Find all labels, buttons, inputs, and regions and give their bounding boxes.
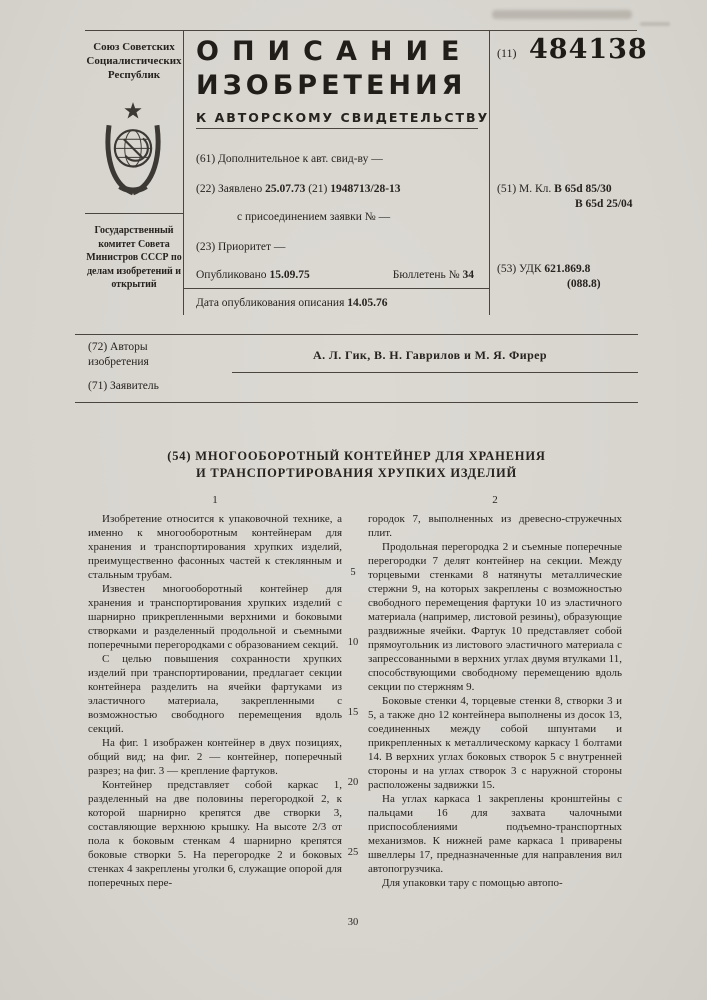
union-name: Союз Советских Социалистических Республик bbox=[86, 41, 182, 81]
bulletin-label: Бюллетень № bbox=[392, 269, 460, 281]
field-53-udk bbox=[497, 262, 637, 292]
bulletin-part bbox=[393, 268, 474, 282]
margin-line-number: 30 bbox=[347, 917, 359, 928]
published-part bbox=[196, 268, 310, 282]
paragraph: Контейнер представляет собой каркас 1, разделенный на две половины перегородкой 2, к которой шарнирно крепятся две створки 3, составляющие верхнюю крышку. На высоте 2/3 от пола к боковым стенкам 4 шарнирно крепятся боковые створки 5. На перегородке 2 и боковых стенках 4 закреплены уголки 6, служащие опорой для поперечных пере- bbox=[88, 779, 342, 889]
published-row-rule bbox=[183, 288, 489, 289]
pubdesc-label: Дата опубликования описания bbox=[196, 297, 345, 309]
field-published-row bbox=[196, 268, 484, 282]
class-value-1: В 65d 85/30 bbox=[554, 183, 612, 195]
paragraph: На углах каркаса 1 закреплены кронштейны с пальцами 16 для захвата чалочными приспособлениями подъемно-транспортных механизмов. К нижней раме каркаса 1 приварены швеллеры 17, предназначенные для направления вил автопогрузчика. bbox=[368, 793, 622, 875]
authors-label: (72) Авторы изобретения bbox=[88, 341, 149, 368]
paragraph: На фиг. 1 изображен контейнер в двух позициях, общий вид; на фиг. 2 — контейнер, поперечный разрез; на фиг. 3 — крепление фартуков. bbox=[88, 737, 342, 777]
body-column-1 bbox=[88, 512, 342, 890]
body-column-2 bbox=[368, 512, 622, 890]
field-publication-description-date bbox=[196, 296, 484, 310]
column-1-number: 1 bbox=[212, 494, 218, 506]
field-21-label: (21) bbox=[308, 183, 328, 195]
invention-title-line-1 bbox=[75, 448, 638, 465]
margin-line-number: 20 bbox=[347, 777, 359, 788]
class-value-2: В 65d 25/04 bbox=[575, 198, 633, 210]
emblem-divider-rule bbox=[85, 213, 183, 214]
column-2-number: 2 bbox=[492, 494, 498, 506]
field-51-class bbox=[497, 182, 637, 212]
applicant-label: (71) Заявитель bbox=[88, 380, 159, 392]
paragraph: Продольная перегородка 2 и съемные поперечные перегородки 7 делят контейнер на секции. Между торцевыми стенками 8 натянуты металлические стержни 9, на которых закреплены с возможностью свободного перемещения фартуки 10 из эластичного материала (например, листовой резины), образующие раздвижные ячейки. Фартук 10 представляет собой прямоугольник из листового эластичного материала с запрессованными в верхних углах двумя втулками 11, способствующими свободному перемещению вдоль секции по стержням 9. bbox=[368, 541, 622, 693]
authors-bottom-rule bbox=[75, 402, 638, 403]
field-23-priority: (23) Приоритет — bbox=[196, 241, 286, 253]
subtitle-underline bbox=[196, 128, 478, 129]
scan-artifact bbox=[640, 22, 670, 26]
paragraph: Для упаковки тару с помощью автопо- bbox=[382, 877, 563, 889]
doc-subheading: К АВТОРСКОМУ СВИДЕТЕЛЬСТВУ bbox=[196, 110, 490, 125]
doc-number-label: (11) bbox=[497, 46, 517, 60]
paragraph: Известен многооборотный контейнер для хранения и транспортирования хрупких изделий с шарнирно прикрепленными верхними и боковыми створками и разделенный продольной и съемными поперечными перегородками с образованием секций. bbox=[88, 583, 342, 651]
doc-heading-izobreteniya: ИЗОБРЕТЕНИЯ bbox=[196, 70, 467, 101]
scan-artifact bbox=[492, 10, 632, 19]
paragraph: Боковые стенки 4, торцевые стенки 8, створки 3 и 5, а также дно 12 контейнера выполнены из досок 13, соединенных между собой шпунтами и прикрепленных к металлическому каркасу 1 болтами 14. В верхних углах боковых створок 5 с внутренней стороны и на углах створок 3 с наружной стороны расположены задвижки 15. bbox=[368, 695, 622, 791]
udk-row-1 bbox=[497, 262, 637, 277]
udk-value-2: (088.8) bbox=[567, 278, 601, 290]
pubdesc-date: 14.05.76 bbox=[347, 297, 388, 309]
paragraph: городок 7, выполненных из древесно-стружечных плит. bbox=[368, 513, 622, 539]
margin-line-number: 15 bbox=[347, 707, 359, 718]
doc-number: 484138 bbox=[529, 34, 648, 65]
bulletin-number: 34 bbox=[462, 269, 474, 281]
title-number: (54) bbox=[167, 449, 192, 463]
udk-value-1: 621.869.8 bbox=[544, 263, 591, 275]
field-joined-application: с присоединением заявки № — bbox=[237, 211, 391, 223]
invention-title-line-2: И ТРАНСПОРТИРОВАНИЯ ХРУПКИХ ИЗДЕЛИЙ bbox=[195, 465, 518, 480]
ussr-emblem-icon bbox=[100, 92, 166, 208]
authors-top-rule bbox=[75, 334, 638, 335]
class-row-1 bbox=[497, 182, 637, 197]
authors-names: А. Л. Гик, В. Н. Гаврилов и М. Я. Фирер bbox=[313, 348, 547, 362]
class-label: (51) М. Кл. bbox=[497, 183, 552, 195]
committee-name: Государственный комитет Совета Министров СССР по делам изобретений и открытий bbox=[86, 225, 182, 290]
header-right-divider bbox=[489, 30, 490, 315]
field-22 bbox=[196, 182, 484, 196]
paragraph: Изобретение относится к упаковочной технике, а именно к многооборотным контейнерам для хранения и транспортирования хрупких изделий, преимущественно фасонных частей к стеклянным и стальным трубам. bbox=[88, 513, 342, 581]
field-61: (61) Дополнительное к авт. свид-ву — bbox=[196, 153, 383, 165]
margin-line-number: 25 bbox=[347, 847, 359, 858]
field-22-date: 25.07.73 bbox=[265, 183, 306, 195]
published-label: Опубликовано bbox=[196, 269, 267, 281]
published-date: 15.09.75 bbox=[269, 269, 310, 281]
margin-line-number: 10 bbox=[347, 637, 359, 648]
doc-heading-opisanie: ОПИСАНИЕ bbox=[196, 36, 473, 67]
field-22-label: (22) Заявлено bbox=[196, 183, 263, 195]
margin-line-number: 5 bbox=[350, 567, 356, 578]
title-text-1: МНОГООБОРОТНЫЙ КОНТЕЙНЕР ДЛЯ ХРАНЕНИЯ bbox=[195, 449, 546, 463]
invention-title bbox=[75, 448, 638, 481]
field-21-value: 1948713/28-13 bbox=[330, 183, 401, 195]
udk-label: (53) УДК bbox=[497, 263, 542, 275]
header-left-divider bbox=[183, 30, 184, 315]
paragraph: С целью повышения сохранности хрупких изделий при транспортировании, предлагает секции контейнера разделить на ячейки фартуками из эластичного материала, закрепленными с возможностью свободного перемещения вдоль секций. bbox=[88, 653, 342, 735]
authors-mid-rule bbox=[232, 372, 638, 373]
header-top-rule bbox=[85, 30, 637, 31]
